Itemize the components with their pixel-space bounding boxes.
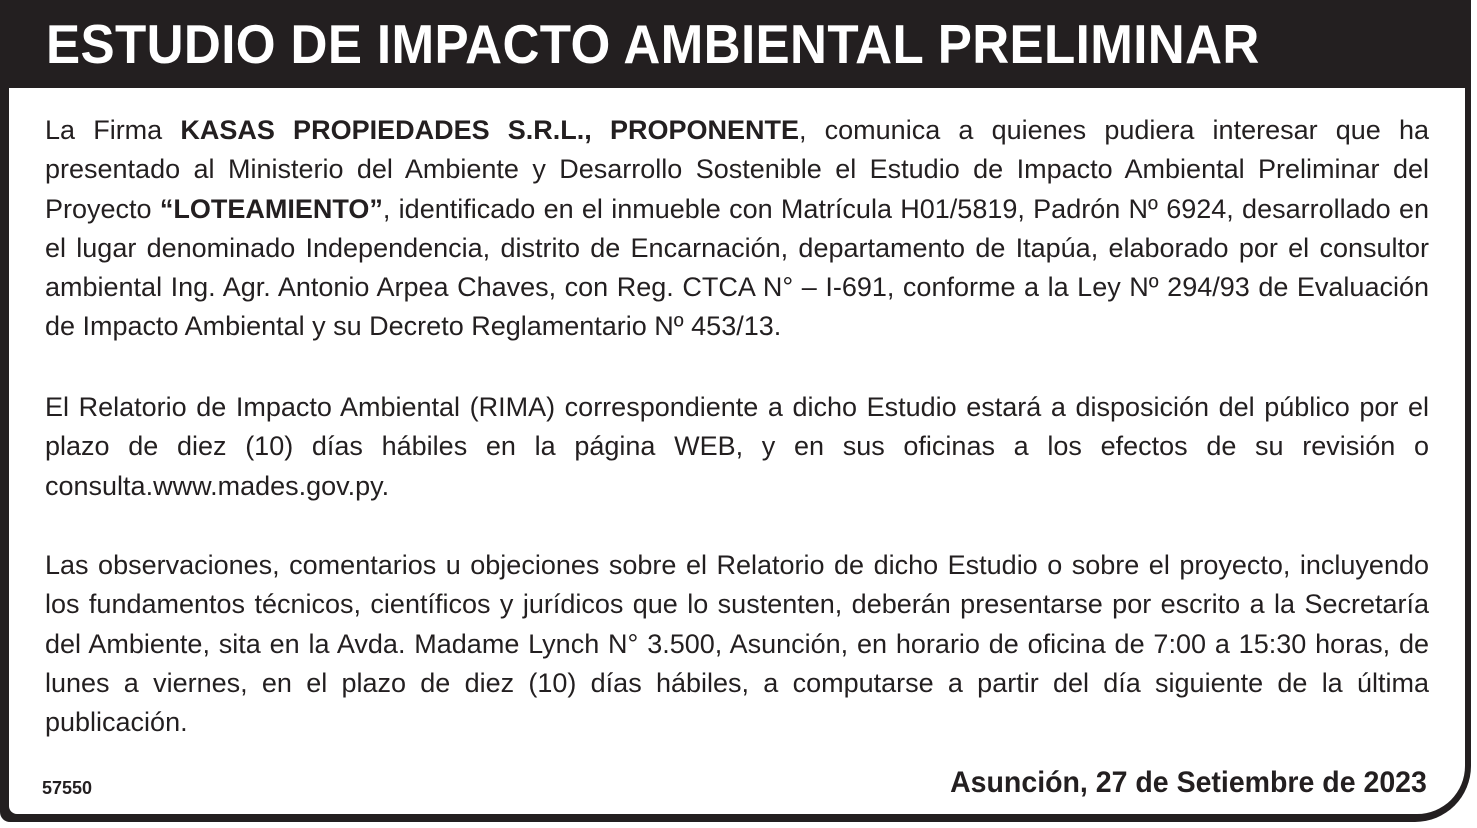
notice-body	[9, 88, 1465, 814]
intro-text: La Firma	[45, 115, 181, 145]
paragraph-rima: El Relatorio de Impacto Ambiental (RIMA) correspondiente a dicho Estudio estará a disposición del público por el plazo de diez (10) días hábiles en la página WEB, y en sus oficinas a los efectos de su revisión o consulta.www.mades.gov.py.	[45, 392, 1429, 501]
place-and-date: Asunción, 27 de Setiembre de 2023	[950, 766, 1427, 799]
reference-number: 57550	[42, 778, 93, 798]
notice-header	[0, 0, 1471, 88]
announcement-text-a: , comunica a quienes pudiera interesar que ha presentado al Ministerio del Ambiente y Desarrollo Sostenible el Estudio de Impacto Ambiental Preliminar del Proyecto	[45, 115, 1430, 224]
announcement-text-b: , identificado en el inmueble con Matrícula H01/5819, Padrón Nº 6924, desarrollado en el lugar denominado Independencia, distrito de Encarnación, departamento de Itapúa, elaborado por el consultor ambiental Ing. Agr. Antonio Arpea Chaves, con Reg. CTCA N° – I-691, conforme a la Ley Nº 294/93 de Evaluación de Impacto Ambiental y su Decreto Reglamentario Nº 453/13.	[45, 193, 1429, 342]
paragraph-observations: Las observaciones, comentarios u objeciones sobre el Relatorio de dicho Estudio o sobre el proyecto, incluyendo los fundamentos técnicos, científicos y jurídicos que lo sustenten, deberán presentarse por escrito a la Secretaría del Ambiente, sita en la Avda. Madame Lynch N° 3.500, Asunción, en horario de oficina de 7:00 a 15:30 horas, de lunes a viernes, en el plazo de diez (10) días hábiles, a computarse a partir del día siguiente de la última publicación.	[45, 550, 1429, 738]
company-name: KASAS PROPIEDADES S.R.L., PROPONENTE	[180, 115, 799, 145]
project-name: “LOTEAMIENTO”	[159, 193, 383, 224]
notice-title: ESTUDIO DE IMPACTO AMBIENTAL PRELIMINAR	[46, 13, 1260, 75]
paragraph-announcement	[45, 111, 1429, 347]
